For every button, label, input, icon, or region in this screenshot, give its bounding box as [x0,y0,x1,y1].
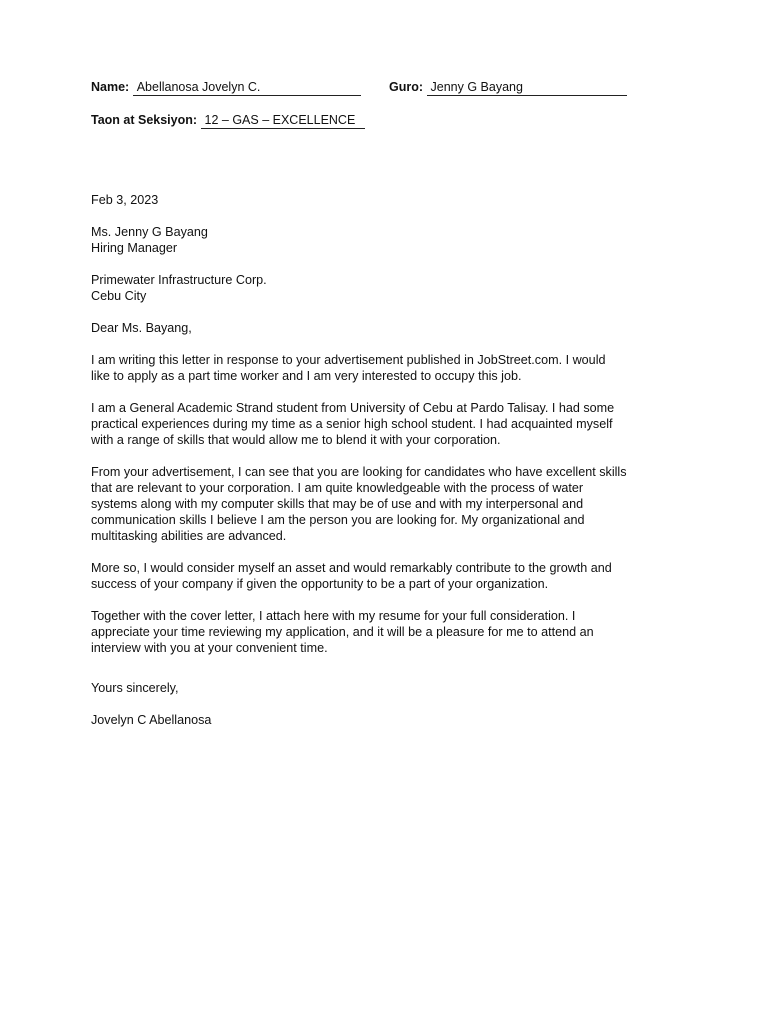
paragraph-line: interview with you at your convenient time. [91,641,328,655]
section-field [91,112,365,129]
paragraph-line: systems along with my computer skills that may be of use and with my interpersonal and [91,497,584,511]
salutation: Dear Ms. Bayang, [91,321,192,335]
section-label: Taon at Seksiyon: [91,113,198,127]
guro-label: Guro: [389,80,424,94]
body-paragraph-3 [91,464,691,544]
section-value: 12 – GAS – EXCELLENCE [201,112,365,129]
letter-date: Feb 3, 2023 [91,193,159,207]
company-name: Primewater Infrastructure Corp. [91,273,267,287]
paragraph-line: I am writing this letter in response to your advertisement published in JobStreet.com. I would [91,353,606,367]
address-block [91,272,691,304]
paragraph-line: From your advertisement, I can see that you are looking for candidates who have excellent skills [91,465,627,479]
paragraph-line: Together with the cover letter, I attach here with my resume for your full consideration. I [91,609,576,623]
recipient-title: Hiring Manager [91,241,178,255]
paragraph-line: with a range of skills that would allow me to blend it with your corporation. [91,433,501,447]
recipient-block [91,224,691,256]
recipient-name: Ms. Jenny G Bayang [91,225,208,239]
paragraph-line: More so, I would consider myself an asset and would remarkably contribute to the growth and [91,561,612,575]
name-field [91,79,361,96]
name-value: Abellanosa Jovelyn C. [133,79,361,96]
paragraph-line: that are relevant to your corporation. I am quite knowledgeable with the process of water [91,481,584,495]
body-paragraph-2 [91,400,691,448]
guro-value: Jenny G Bayang [427,79,627,96]
body-paragraph-4 [91,560,691,592]
company-city: Cebu City [91,289,147,303]
paragraph-line: multitasking abilities are advanced. [91,529,287,543]
closing: Yours sincerely, [91,681,179,695]
paragraph-line: practical experiences during my time as a senior high school student. I had acquainted myself [91,417,613,431]
body-paragraph-1 [91,352,691,384]
paragraph-line: communication skills I believe I am the person you are looking for. My organizational and [91,513,585,527]
name-label: Name: [91,80,130,94]
paragraph-line: I am a General Academic Strand student from University of Cebu at Pardo Talisay. I had some [91,401,615,415]
paragraph-line: success of your company if given the opportunity to be a part of your organization. [91,577,549,591]
cover-letter [91,192,691,744]
paragraph-line: appreciate your time reviewing my application, and it will be a pleasure for me to attend an [91,625,594,639]
paragraph-line: like to apply as a part time worker and I am very interested to occupy this job. [91,369,522,383]
signature-name: Jovelyn C Abellanosa [91,713,212,727]
guro-field [389,79,627,96]
body-paragraph-5 [91,608,691,656]
